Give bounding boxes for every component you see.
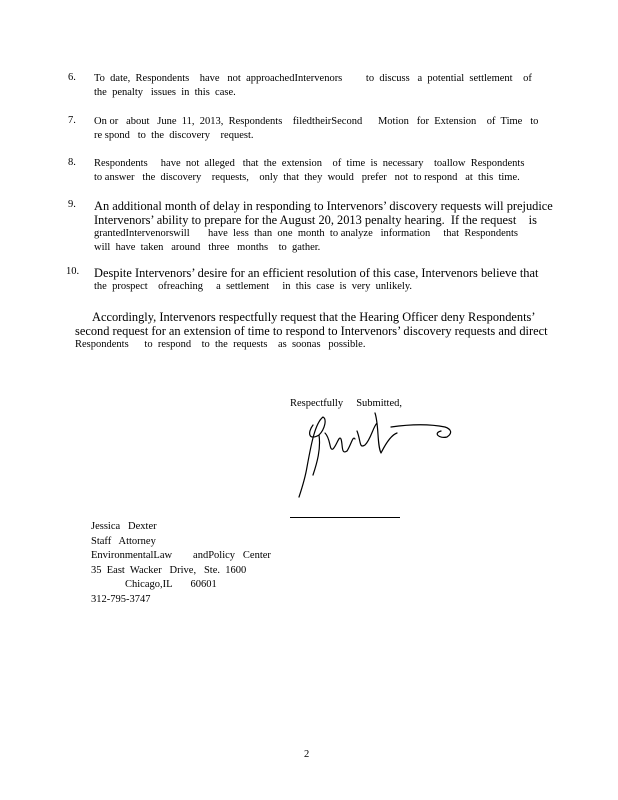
paragraph-number: 10. [66, 266, 80, 277]
street-address: 35 East Wacker Drive, Ste. 1600 [91, 564, 247, 576]
paragraph-text [94, 115, 544, 142]
paragraph-line: the prospect ofreaching a settlement in this case is very unlikely. [94, 281, 413, 292]
phone-number: 312-795-3747 [91, 593, 151, 605]
handwritten-signature [295, 405, 460, 505]
paragraph-line: re spond to the discovery request. [94, 129, 254, 141]
paragraph-text [94, 199, 553, 254]
conclusion-line: second request for an extension of time to respond to Intervenors’ discovery requests and direct [75, 324, 548, 338]
paragraph-line: On or about June 11, 2013, Respondents filedtheirSecond Motion for Extension of Time to [94, 116, 539, 127]
paragraph-number: 6. [68, 72, 76, 83]
page-number: 2 [304, 749, 310, 760]
paragraph-line: Intervenors’ ability to prepare for the August 20, 2013 penalty hearing. If the request is [94, 213, 537, 227]
paragraph-number: 8. [68, 157, 76, 168]
paragraph-number: 9. [68, 199, 76, 210]
paragraph-line: to answer the discovery requests, only that they would prefer not to respond at this time. [94, 171, 520, 183]
paragraph-line: To date, Respondents have not approachedIntervenors to discuss a potential settlement of [94, 73, 532, 84]
paragraph-line: grantedIntervenorswill have less than one month to analyze information that Respondents [94, 228, 518, 239]
paragraph-text [94, 72, 544, 99]
paragraph-number: 7. [68, 115, 76, 126]
attorney-title: Staff Attorney [91, 535, 156, 547]
paragraph-line: will have taken around three months to gather. [94, 241, 321, 253]
closing-text: Respectfully Submitted, [290, 398, 402, 409]
paragraph-line: An additional month of delay in responding to Intervenors’ discovery requests will prejudice [94, 199, 553, 213]
address-block [91, 520, 271, 608]
conclusion-line: Accordingly, Intervenors respectfully request that the Hearing Officer deny Respondents’ [92, 310, 536, 324]
organization-name: EnvironmentalLaw andPolicy Center [91, 550, 271, 562]
attorney-name: Jessica Dexter [91, 521, 157, 532]
paragraph-text [94, 157, 544, 184]
conclusion-paragraph [75, 310, 548, 352]
paragraph-text [94, 266, 544, 294]
paragraph-line: the penalty issues in this case. [94, 86, 236, 98]
paragraph-line: Respondents have not alleged that the extension of time is necessary toallow Respondents [94, 158, 525, 169]
paragraph-line: Despite Intervenors’ desire for an efficient resolution of this case, Intervenors believe that [94, 266, 539, 280]
city-state-zip: Chicago,IL 60601 [125, 579, 217, 591]
signature-line [290, 517, 400, 518]
conclusion-line: Respondents to respond to the requests as soonas possible. [75, 339, 366, 350]
